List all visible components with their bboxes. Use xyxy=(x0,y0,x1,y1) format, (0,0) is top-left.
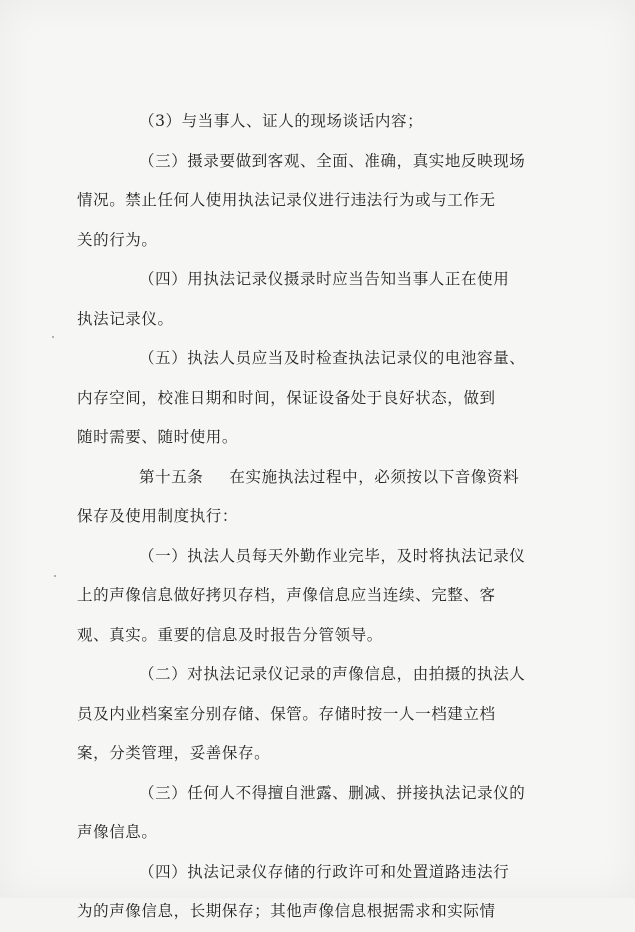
paragraph-section-1 xyxy=(77,537,574,656)
text-line xyxy=(108,458,574,498)
paragraph-section-3 xyxy=(77,142,574,261)
text-line: 关的行为。 xyxy=(77,230,158,249)
text-line: （3）与当事人、证人的现场谈话内容； xyxy=(139,112,424,130)
text-line: （二）对执法记录仪记录的声像信息，由拍摄的执法人 xyxy=(139,665,526,683)
paragraph-section-5 xyxy=(77,339,574,458)
text-line: 执法记录仪。 xyxy=(77,309,174,328)
text-line: 情况。禁止任何人使用执法记录仪进行违法行为或与工作无 xyxy=(77,191,496,209)
paragraph-section-4b xyxy=(77,853,574,932)
document-body xyxy=(77,102,574,932)
text-line: （四）执法记录仪存储的行政许可和处置道路违法行 xyxy=(139,862,510,881)
text-line: （一）执法人员每天外勤作业完毕，及时将执法记录仪 xyxy=(139,546,526,565)
article-text: 在实施执法过程中，必须按以下音像资料 xyxy=(229,467,520,486)
text-line: （四）用执法记录仪摄录时应当告知当事人正在使用 xyxy=(139,270,510,288)
scan-speck xyxy=(54,575,56,577)
text-line: 内存空间，校准日期和时间，保证设备处于良好状态，做到 xyxy=(77,388,496,407)
text-line: （三）任何人不得擅自泄露、删减、拼接执法记录仪的 xyxy=(139,783,526,802)
text-line: 员及内业档案室分别存储、保管。存储时按一人一档建立档 xyxy=(77,704,496,723)
paragraph-article-15 xyxy=(77,458,574,537)
article-number: 第十五条 xyxy=(139,467,204,486)
paragraph-item-3 xyxy=(108,102,574,142)
text-line: 上的声像信息做好拷贝存档，声像信息应当连续、完整、客 xyxy=(77,586,496,604)
text-line: 保存及使用制度执行： xyxy=(77,507,239,525)
paragraph-section-4 xyxy=(77,260,574,339)
paragraph-section-3b xyxy=(77,774,574,853)
text-line: 随时需要、随时使用。 xyxy=(77,428,239,446)
paragraph-section-2 xyxy=(77,655,574,774)
text-line: 案，分类管理，妥善保存。 xyxy=(77,744,271,762)
text-line: 为的声像信息，长期保存；其他声像信息根据需求和实际情 xyxy=(77,902,496,920)
text-line: （五）执法人员应当及时检查执法记录仪的电池容量、 xyxy=(139,349,526,367)
text-line: 观、真实。重要的信息及时报告分管领导。 xyxy=(77,625,383,644)
text-line: （三）摄录要做到客观、全面、准确，真实地反映现场 xyxy=(139,151,526,170)
text-line: 声像信息。 xyxy=(77,823,158,841)
scan-speck xyxy=(52,336,54,338)
